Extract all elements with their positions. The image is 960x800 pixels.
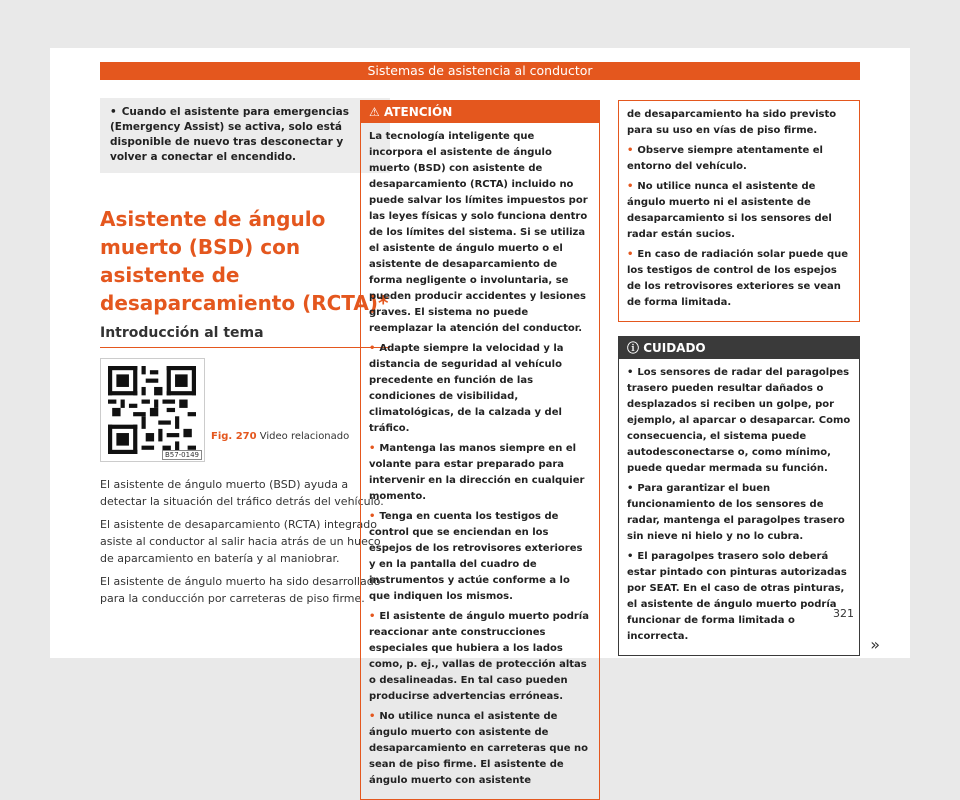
figure-code: B57-0149 — [162, 450, 202, 460]
warning-intro: La tecnología inteligente que incorpora el asistente de ángulo muerto (BSD) con asistente de desaparcamiento (RCTA) incluido no puede salvar los límites impuestos por las leyes físicas y solo funciona dentro de los límites del sistema. Si se utiliza el asistente de ángulo muerto o el asistente de desaparcamiento de forma negligente o involuntaria, se pueden producir accidentes y lesiones graves. El sistema no puede reemplazar la atención del conductor. — [369, 131, 588, 334]
warning-item: • Observe siempre atentamente el entorno del vehículo. — [627, 143, 851, 175]
qr-code-image[interactable] — [100, 358, 205, 462]
figure-caption — [211, 430, 349, 462]
page-header: Sistemas de asistencia al conductor — [100, 62, 860, 80]
warning-body — [361, 123, 599, 799]
caution-box — [618, 336, 880, 656]
figure — [100, 358, 390, 462]
warning-item: • En caso de radiación solar puede que los testigos de control de los espejos de los retrovisores exteriores se vean de forma limitada. — [627, 247, 851, 311]
figure-label: Fig. 270 — [211, 431, 257, 442]
warning-box-continued — [618, 100, 860, 322]
column-left — [100, 98, 390, 613]
continue-arrow-icon: » — [870, 635, 880, 654]
body-text — [100, 476, 390, 607]
warning-item: • No utilice nunca el asistente de ángulo muerto con asistente de desaparcamiento en carreteras que no sean de piso firme. El asistente de ángulo muerto con asistente — [369, 709, 591, 789]
paragraph: El asistente de desaparcamiento (RCTA) integrado asiste al conductor al salir hacia atrás de un hueco de aparcamiento en batería y al maniobrar. — [100, 518, 381, 565]
warning-item: • El asistente de ángulo muerto podría reaccionar ante construcciones especiales que hubiera a los lados como, p. ej., vallas de protección altas o desalineadas. En tal caso pueden producirse advertencias erróneas. — [369, 609, 591, 705]
caution-item: • Los sensores de radar del paragolpes trasero pueden resultar dañados o desplazados si reciben un golpe, por ejemplo, al aparcar o desaparcar. Como consecuencia, el sistema puede autodesconectarse o, como mínimo, puede quedar mermada su función. — [627, 365, 851, 477]
paragraph: El asistente de ángulo muerto (BSD) ayuda a detectar la situación del tráfico detrás del vehículo. — [100, 478, 384, 508]
note-box — [100, 98, 390, 173]
column-middle — [360, 100, 600, 800]
caution-item: • Para garantizar el buen funcionamiento de los sensores de radar, mantenga el paragolpes trasero sin nieve ni hielo y no lo cubra. — [627, 481, 851, 545]
caution-item: • El paragolpes trasero solo deberá estar pintado con pinturas autorizadas por SEAT. En el caso de otras pinturas, el asistente de ángulo muerto podría funcionar de forma limitada o incorrecta. — [627, 549, 851, 645]
column-right — [618, 100, 880, 656]
warning-triangle-icon: ⚠ — [369, 105, 380, 119]
warning-continuation: de desaparcamiento ha sido previsto para su uso en vías de piso firme. — [627, 109, 837, 136]
section-subtitle: Introducción al tema — [100, 325, 390, 348]
figure-caption-text: Video relacionado — [259, 431, 350, 442]
page-number: 321 — [833, 607, 854, 620]
caution-body — [619, 359, 859, 655]
manual-page — [50, 48, 910, 786]
warning-box — [360, 100, 600, 800]
warning-title: ATENCIÓN — [383, 105, 453, 119]
info-circle-icon: ⓘ — [627, 341, 640, 355]
warning-item: • No utilice nunca el asistente de ángulo muerto ni el asistente de desaparcamiento si los sensores del radar están sucios. — [627, 179, 851, 243]
warning-item: • Mantenga las manos siempre en el volante para estar preparado para intervenir en la dirección en cualquier momento. — [369, 441, 591, 505]
warning-item: • Tenga en cuenta los testigos de control que se enciendan en los espejos de los retrovisores exteriores y en la pantalla del cuadro de instrumentos y actúe conforme a lo que indiquen los mismos. — [369, 509, 591, 605]
warning-body-continued — [619, 101, 859, 321]
section-title: Asistente de ángulo muerto (BSD) con asistente de desaparcamiento (RCTA)* — [100, 207, 389, 315]
paragraph: El asistente de ángulo muerto ha sido desarrollado para la conducción por carreteras de piso firme. — [100, 575, 381, 605]
qr-code-icon — [108, 366, 196, 454]
warning-header — [361, 101, 599, 123]
note-text: • Cuando el asistente para emergencias (Emergency Assist) se activa, solo está disponible de nuevo tras desconectar y volver a conectar el encendido. — [110, 106, 349, 163]
caution-header — [619, 337, 859, 359]
warning-item: • Adapte siempre la velocidad y la distancia de seguridad al vehículo precedente en función de las condiciones de visibilidad, climatológicas, de la calzada y del tráfico. — [369, 341, 591, 437]
caution-title: CUIDADO — [643, 341, 706, 355]
